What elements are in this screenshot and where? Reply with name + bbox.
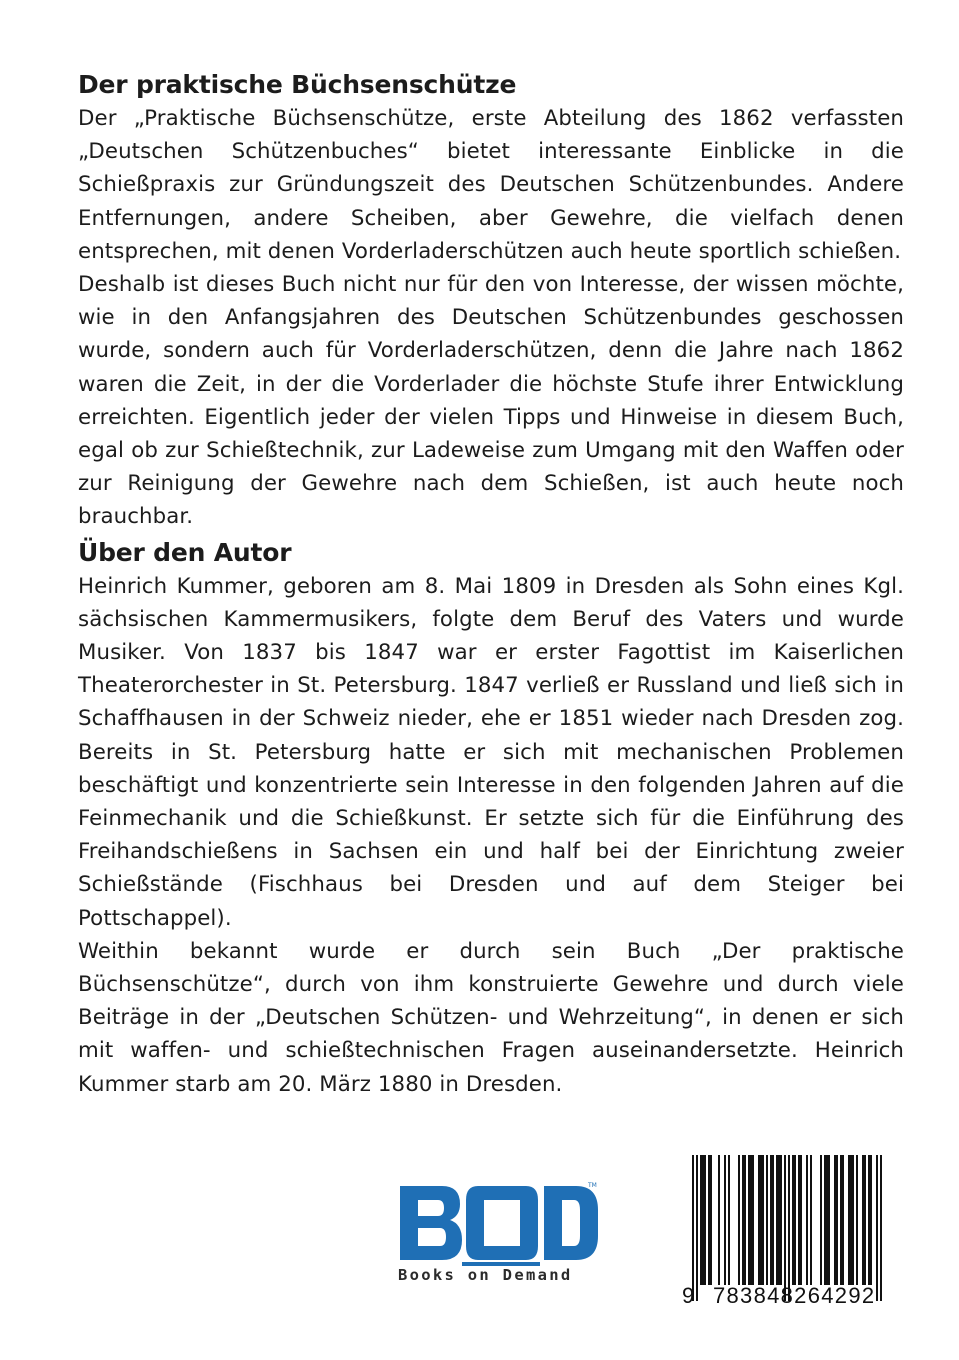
- back-cover-text: [78, 68, 904, 1101]
- barcode-bar: [864, 1155, 866, 1285]
- author-bio-paragraph-1: Heinrich Kummer, geboren am 8. Mai 1809 in Dresden als Sohn eines Kgl. sächsischen Kammermusikers, folgte dem Beruf des Vaters und wurde Musiker. Von 1837 bis 1847 war er erster Fagottist im Kaiserlichen Theaterorchester in St. Petersburg. 1847 verließ er Russland und ließ sich in Schaffhausen in der Schweiz nieder, ehe er 1851 wieder nach Dresden zog. Bereits in St. Petersburg hatte er sich mit mechanischen Problemen beschäftigt und konzentrierte sein Interesse in den folgenden Jahren auf die Feinmechanik und die Schießkunst. Er setzte sich für die Einführung des Freihandschießens in Sachsen ein und half bei der Einrichtung zweier Schießstände (Fischhaus bei Dresden und auf dem Steiger bei Pottschappel).: [78, 573, 904, 931]
- barcode-bar: [752, 1155, 754, 1285]
- barcode-bar: [750, 1155, 752, 1285]
- barcode-bar: [700, 1155, 702, 1285]
- barcode-bar: [826, 1155, 828, 1285]
- book-description-paragraph-2: Deshalb ist dieses Buch nicht nur für den von Interesse, der wissen möchte, wie in den Anfangsjahren des Deutschen Schützenbundes geschossen wurde, sondern auch für Vorderladerschützen, denn die Jahre nach 1862 waren die Zeit, in der die Vorderlader die höchste Stufe ihrer Entwicklung erreichten. Eigentlich jeder der vielen Tipps und Hinweise in diesem Buch, egal ob zur Schießtechnik, zur Ladeweise zum Umgang mit den Waffen oder zur Reinigung der Gewehre nach dem Schießen, ist auch heute noch brauchbar.: [78, 272, 904, 530]
- barcode-bar: [744, 1155, 746, 1285]
- bod-letters: [400, 1186, 598, 1266]
- barcode-bar: [828, 1155, 830, 1285]
- barcode-bar: [792, 1155, 794, 1285]
- barcode-guard-bar: [696, 1155, 698, 1301]
- barcode-bar: [776, 1155, 778, 1285]
- barcode-bar: [770, 1155, 772, 1285]
- barcode-bar: [852, 1155, 854, 1285]
- barcode-bar: [836, 1155, 838, 1285]
- barcode-bar: [862, 1155, 864, 1285]
- barcode-bar: [762, 1155, 764, 1285]
- barcode-bar: [840, 1155, 842, 1285]
- barcode-bar: [766, 1155, 768, 1285]
- bod-logo-mark: [398, 1182, 602, 1266]
- barcode-bar: [868, 1155, 870, 1285]
- barcode-bar: [748, 1155, 750, 1285]
- book-description-paragraph-1: Der „Praktische Büchsenschütze, erste Abteilung des 1862 verfassten „Deutschen Schützenbuches“ bietet interessante Einblicke in die Schießpraxis zur Gründungszeit des Deutschen Schützenbundes. Andere Entfernungen, andere Scheiben, aber Gewehre, die vielfach denen entsprechen, mit denen Vorderladerschützen auch heute sportlich schießen.: [78, 106, 904, 264]
- barcode-bar: [778, 1155, 780, 1285]
- barcode-bar: [772, 1155, 774, 1285]
- barcode-bar: [856, 1155, 858, 1285]
- barcode-bar: [760, 1155, 762, 1285]
- barcode-bar: [758, 1155, 760, 1285]
- barcode-number: [682, 1283, 890, 1309]
- trademark-mark: TM: [588, 1182, 597, 1189]
- section-heading-book: Der praktische Büchsenschütze: [78, 70, 517, 99]
- barcode-guard-bar: [784, 1155, 786, 1301]
- barcode-bar: [702, 1155, 704, 1285]
- bod-logo: [398, 1182, 602, 1292]
- barcode-bar: [834, 1155, 836, 1285]
- barcode-bar: [704, 1155, 706, 1285]
- isbn-barcode: [682, 1155, 890, 1315]
- author-bio-paragraph-2: Weithin bekannt wurde er durch sein Buch „Der praktische Büchsenschütze“, durch von ihm konstruierte Gewehre und durch viele Beiträge in der „Deutschen Schützen- und Wehrzeitung“, in denen er sich mit waffen- und schießtechnischen Fragen auseinandersetzte. Heinrich Kummer starb am 20. März 1880 in Dresden.: [78, 938, 904, 1097]
- barcode-bar: [824, 1155, 826, 1285]
- barcode-guard-bar: [692, 1155, 694, 1301]
- barcode-bar: [718, 1155, 720, 1285]
- barcode-guard-bar: [876, 1155, 878, 1301]
- barcode-bar: [850, 1155, 852, 1285]
- barcode-bar: [870, 1155, 872, 1285]
- barcode-bar: [728, 1155, 730, 1285]
- barcode-bar: [810, 1155, 812, 1285]
- barcode-bar: [848, 1155, 850, 1285]
- barcode-guard-bar: [788, 1155, 790, 1301]
- barcode-bar: [742, 1155, 744, 1285]
- barcode-bar: [842, 1155, 844, 1285]
- barcode-bar: [738, 1155, 740, 1285]
- publisher-tagline: Books on Demand: [398, 1266, 573, 1284]
- barcode-bar: [820, 1155, 822, 1285]
- barcode-lead-digit: 9: [682, 1283, 696, 1308]
- barcode-bar: [794, 1155, 796, 1285]
- barcode-bar: [780, 1155, 782, 1285]
- barcode-digits: 783848264292: [712, 1283, 876, 1308]
- barcode-bar: [724, 1155, 726, 1285]
- barcode-bar: [710, 1155, 712, 1285]
- barcode-guard-bar: [880, 1155, 882, 1301]
- barcode-bar: [798, 1155, 800, 1285]
- section-heading-author: Über den Autor: [78, 537, 292, 567]
- barcode-bar: [806, 1155, 808, 1285]
- barcode-bar: [800, 1155, 802, 1285]
- barcode-bar: [708, 1155, 710, 1285]
